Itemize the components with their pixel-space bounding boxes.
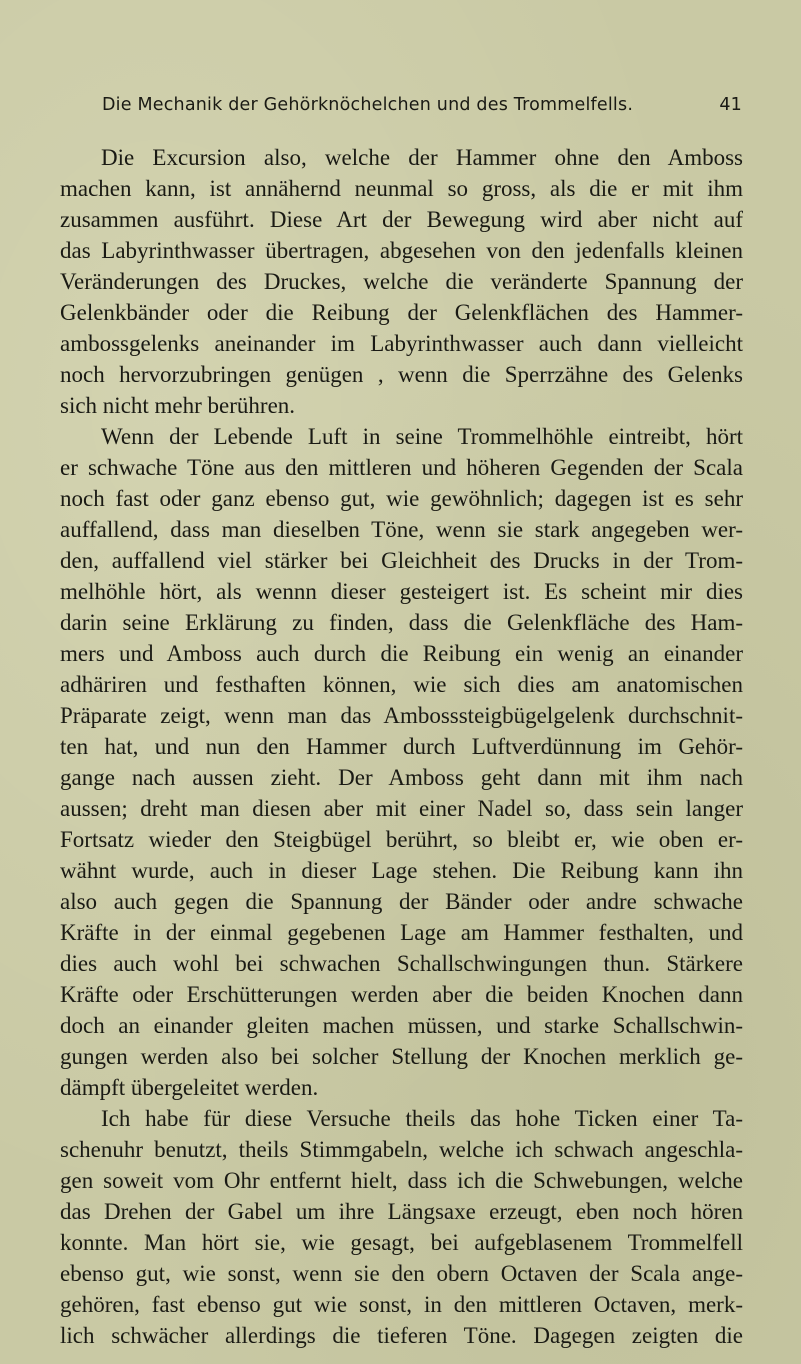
text-line: dämpft übergeleitet werden. <box>60 1075 319 1100</box>
text-line: aussen; dreht man diesen aber mit einer Nadel so, dass sein langer <box>60 796 743 821</box>
text-line: gehören, fast ebenso gut wie sonst, in den mittleren Octaven, merk- <box>60 1292 743 1317</box>
text-line: konnte. Man hört sie, wie gesagt, bei aufgeblasenem Trommelfell <box>60 1230 743 1255</box>
text-line: das Drehen der Gabel um ihre Längsaxe erzeugt, eben noch hören <box>60 1199 743 1224</box>
text-line: Die Excursion also, welche der Hammer ohne den Amboss <box>101 145 743 170</box>
text-line: zusammen ausführt. Diese Art der Bewegung wird aber nicht auf <box>60 207 743 232</box>
text-line: er schwache Töne aus den mittleren und höheren Gegenden der Scala <box>60 455 743 480</box>
text-line: sich nicht mehr berühren. <box>60 393 296 418</box>
text-line: machen kann, ist annähernd neunmal so gross, als die er mit ihm <box>60 176 743 201</box>
text-line: ten hat, und nun den Hammer durch Luftverdünnung im Gehör- <box>60 734 743 759</box>
running-head-title: Die Mechanik der Gehörknöchelchen und des Trommelfells. <box>102 95 634 115</box>
text-line: gange nach aussen zieht. Der Amboss geht dann mit ihm nach <box>60 765 743 790</box>
text-line: wähnt wurde, auch in dieser Lage stehen. Die Reibung kann ihn <box>60 858 743 883</box>
text-line: den, auffallend viel stärker bei Gleichheit des Drucks in der Trom- <box>60 548 743 573</box>
text-line: dies auch wohl bei schwachen Schallschwingungen thun. Stärkere <box>60 951 743 976</box>
text-line: Fortsatz wieder den Steigbügel berührt, so bleibt er, wie oben er- <box>60 827 743 852</box>
text-line: lich schwächer allerdings die tieferen Töne. Dagegen zeigten die <box>60 1323 743 1348</box>
text-line: also auch gegen die Spannung der Bänder oder andre schwache <box>60 889 743 914</box>
text-line: Ich habe für diese Versuche theils das hohe Ticken einer Ta- <box>101 1106 743 1131</box>
page-number: 41 <box>719 95 742 115</box>
text-line: mers und Amboss auch durch die Reibung ein wenig an einander <box>60 641 743 666</box>
text-line: ambossgelenks aneinander im Labyrinthwasser auch dann vielleicht <box>60 331 743 356</box>
text-line: gen soweit vom Ohr entfernt hielt, dass ich die Schwebungen, welche <box>60 1168 743 1193</box>
text-line: das Labyrinthwasser übertragen, abgesehen von den jedenfalls kleinen <box>60 238 743 263</box>
text-line: melhöhle hört, als wennn dieser gesteigert ist. Es scheint mir dies <box>60 579 743 604</box>
text-line: schenuhr benutzt, theils Stimmgabeln, welche ich schwach angeschla- <box>60 1137 743 1162</box>
text-line: Veränderungen des Druckes, welche die veränderte Spannung der <box>60 269 743 294</box>
text-line: Gelenkbänder oder die Reibung der Gelenkflächen des Hammer- <box>60 300 743 325</box>
text-line: doch an einander gleiten machen müssen, und starke Schallschwin- <box>60 1013 743 1038</box>
text-line: noch fast oder ganz ebenso gut, wie gewöhnlich; dagegen ist es sehr <box>60 486 743 511</box>
running-head <box>102 95 742 123</box>
text-line: Kräfte oder Erschütterungen werden aber die beiden Knochen dann <box>60 982 743 1007</box>
text-line: auffallend, dass man dieselben Töne, wenn sie stark angegeben wer- <box>60 517 743 542</box>
text-line: Präparate zeigt, wenn man das Ambosssteigbügelgelenk durchschnit- <box>60 703 743 728</box>
text-line: Kräfte in der einmal gegebenen Lage am Hammer festhalten, und <box>60 920 743 945</box>
text-line: Wenn der Lebende Luft in seine Trommelhöhle eintreibt, hört <box>101 424 743 449</box>
text-line: noch hervorzubringen genügen , wenn die Sperrzähne des Gelenks <box>60 362 743 387</box>
body-text <box>60 142 743 1351</box>
text-line: adhäriren und festhaften können, wie sich dies am anatomischen <box>60 672 743 697</box>
text-line: darin seine Erklärung zu finden, dass die Gelenkfläche des Ham- <box>60 610 743 635</box>
text-line: ebenso gut, wie sonst, wenn sie den obern Octaven der Scala ange- <box>60 1261 743 1286</box>
text-line: gungen werden also bei solcher Stellung der Knochen merklich ge- <box>60 1044 743 1069</box>
